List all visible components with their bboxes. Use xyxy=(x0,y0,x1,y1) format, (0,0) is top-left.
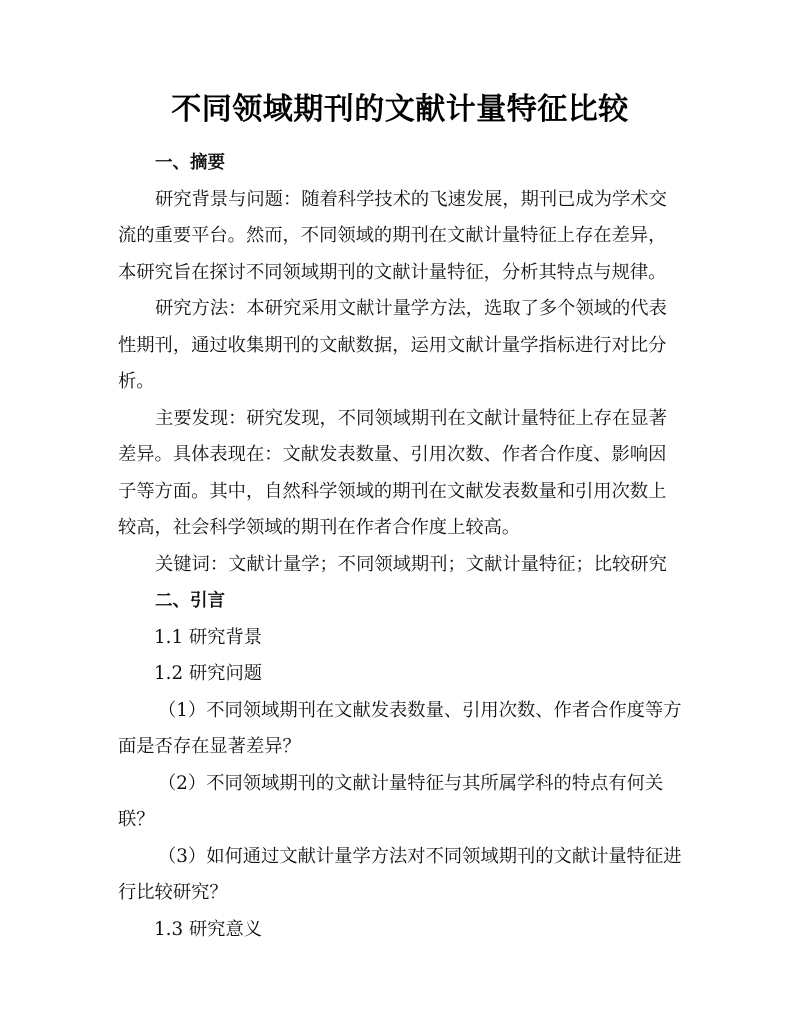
paragraph-line: 研究方法：本研究采用文献计量学方法，选取了多个领域的代表 xyxy=(155,298,667,319)
subsection-heading-background: 1.1 研究背景 xyxy=(154,626,263,648)
paragraph-line: 析。 xyxy=(118,371,155,392)
document-body xyxy=(118,145,684,948)
paragraph-line: 研究背景与问题：随着科学技术的飞速发展，期刊已成为学术交 xyxy=(155,188,667,210)
paragraph-line: 较高，社会科学领域的期刊在作者合作度上较高。 xyxy=(118,517,521,538)
section-heading-introduction: 二、引言 xyxy=(155,591,225,611)
paragraph-line: （2）不同领域期刊的文献计量特征与其所属学科的特点有何关 xyxy=(158,772,664,794)
paragraph-line: 行比较研究？ xyxy=(118,882,228,903)
paragraph-line: 本研究旨在探讨不同领域期刊的文献计量特征，分析其特点与规律。 xyxy=(118,261,667,283)
paragraph-line: （3）如何通过文献计量学方法对不同领域期刊的文献计量特征进 xyxy=(158,845,682,867)
paragraph-line: （1）不同领域期刊在文献发表数量、引用次数、作者合作度等方 xyxy=(158,699,682,721)
page-title: 不同领域期刊的文献计量特征比较 xyxy=(171,92,629,127)
paragraph-line: 流的重要平台。然而，不同领域的期刊在文献计量特征上存在差异， xyxy=(118,225,667,246)
paragraph-line: 联？ xyxy=(118,809,155,830)
subsection-heading-significance: 1.3 研究意义 xyxy=(154,918,263,940)
paragraph-findings xyxy=(118,401,684,547)
paragraph-background xyxy=(118,182,684,292)
paragraph-line: 面是否存在显著差异？ xyxy=(118,736,301,757)
paragraph-line: 性期刊，通过收集期刊的文献数据，运用文献计量学指标进行对比分 xyxy=(118,334,667,356)
question-1 xyxy=(118,693,684,766)
paragraph-line: 子等方面。其中，自然科学领域的期刊在文献发表数量和引用次数上 xyxy=(118,480,667,502)
paragraph-line: 主要发现：研究发现，不同领域期刊在文献计量特征上存在显著 xyxy=(155,407,667,429)
question-3 xyxy=(118,839,684,912)
paragraph-line: 差异。具体表现在：文献发表数量、引用次数、作者合作度、影响因 xyxy=(118,444,667,465)
question-2 xyxy=(118,766,684,839)
subsection-heading-questions: 1.2 研究问题 xyxy=(154,663,263,684)
keywords-line: 关键词：文献计量学；不同领域期刊；文献计量特征；比较研究 xyxy=(155,553,667,575)
section-heading-abstract: 一、摘要 xyxy=(155,153,225,173)
paragraph-methods xyxy=(118,291,684,401)
